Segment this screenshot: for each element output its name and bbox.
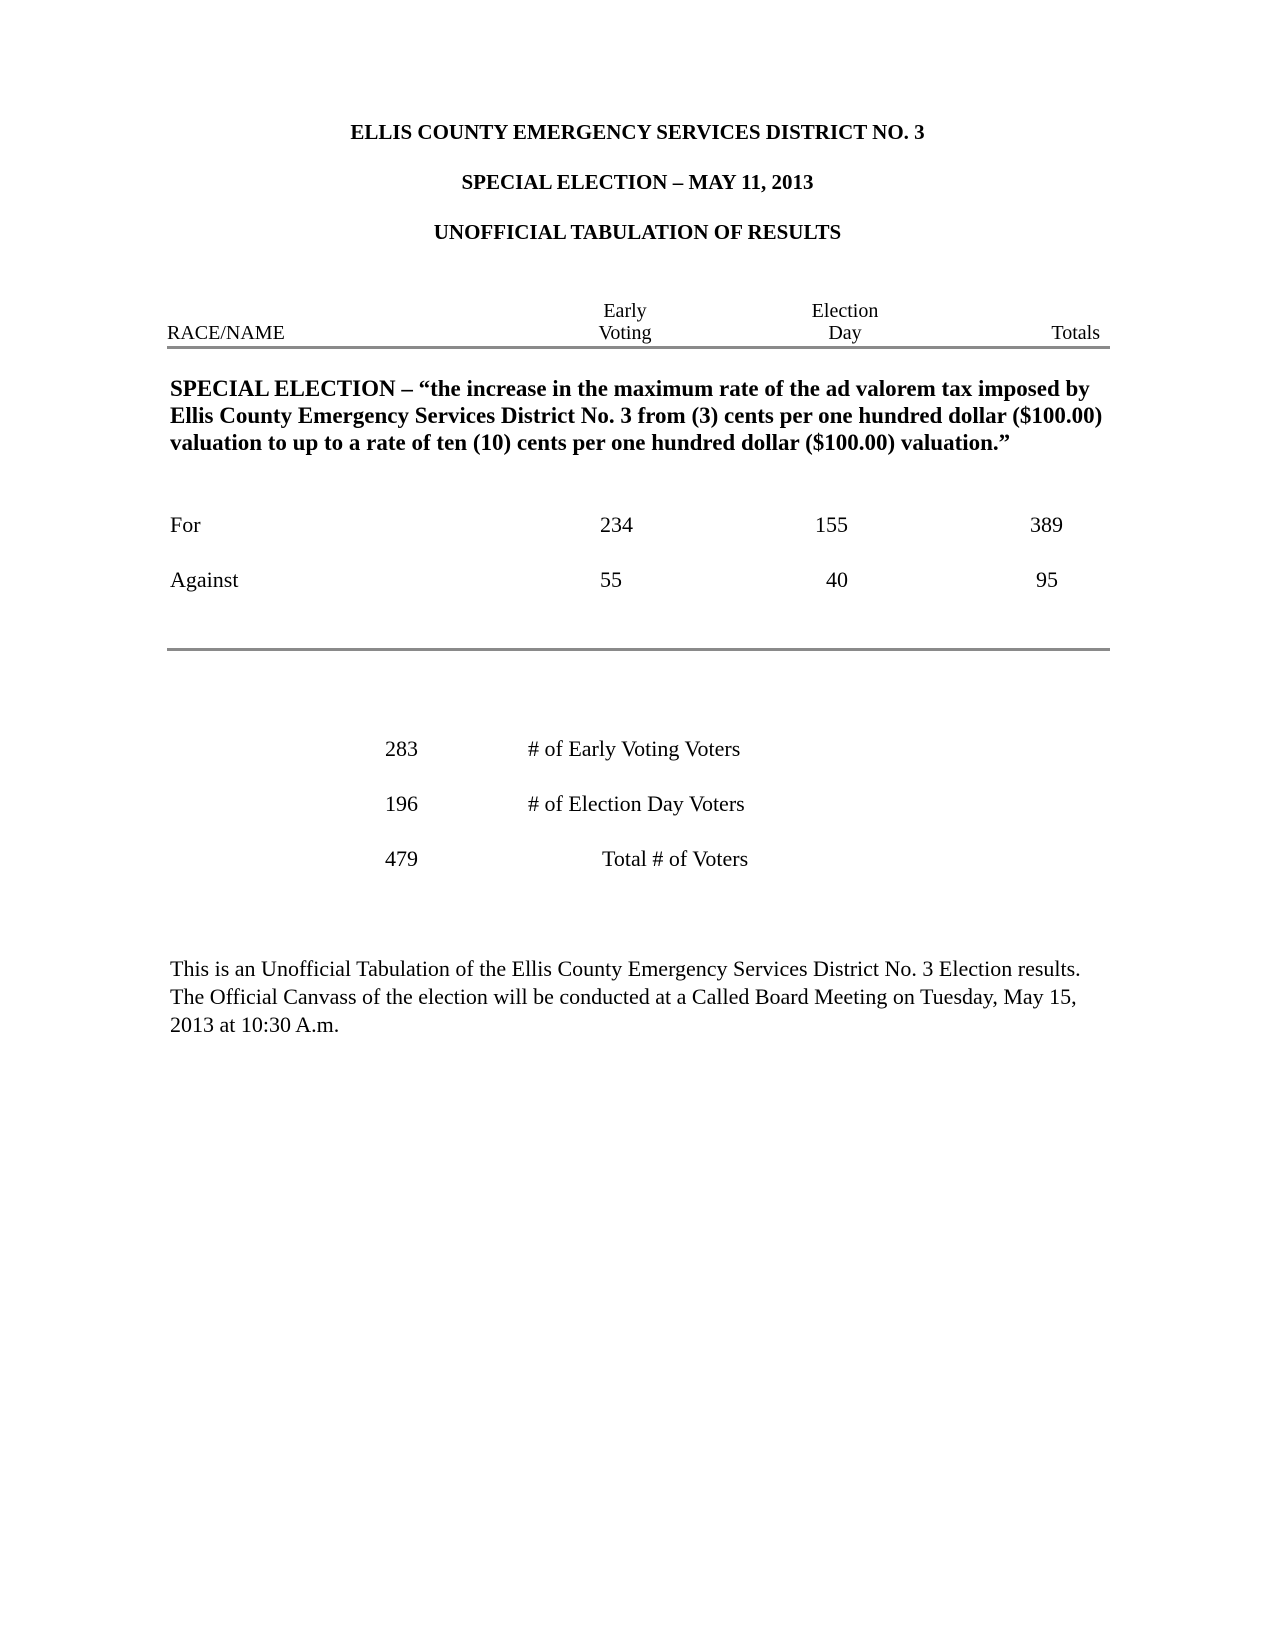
total-voters-label: Total # of Voters [602,846,749,871]
document-title: ELLIS COUNTY EMERGENCY SERVICES DISTRICT NO. 3 [350,120,925,144]
row-against-day: 40 [826,567,848,592]
row-for-total: 389 [1030,512,1063,537]
table-bottom-divider [167,648,1110,651]
total-voters-count: 479 [385,846,418,871]
footnote-paragraph: This is an Unofficial Tabulation of the Ellis County Emergency Services District No. 3 Election results. The Official Canvass of the election will be conducted at a Called Board Meeting on Tuesday, May 15, 2013 at 10:30 A.m. [170,956,1081,1037]
column-header-race: RACE/NAME [167,322,285,344]
column-header-totals: Totals [1051,322,1100,344]
ballot-proposition: SPECIAL ELECTION – “the increase in the maximum rate of the ad valorem tax imposed by Ellis County Emergency Services District No. 3 from (3) cents per one hundred dollar ($100.00) valuation to up to a rate of ten (10) cents per one hundred dollar ($100.00) valuation.” [170,376,1103,455]
document-heading: UNOFFICIAL TABULATION OF RESULTS [433,220,842,244]
row-for-day: 155 [815,512,848,537]
early-voters-label: # of Early Voting Voters [528,736,741,761]
row-for-early: 234 [600,512,633,537]
column-header-early-voting [560,300,690,344]
election-day-voters-count: 196 [385,791,418,816]
column-header-early-line1: Early [603,300,647,322]
column-header-day-line1: Election [811,300,879,322]
early-voters-count: 283 [385,736,418,761]
document-subtitle: SPECIAL ELECTION – MAY 11, 2013 [461,170,814,194]
row-against-early: 55 [600,567,622,592]
column-header-election-day [780,300,910,344]
column-header-early-line2: Voting [598,322,652,344]
row-for-label: For [170,512,201,537]
column-header-day-line2: Day [828,322,862,344]
header-divider [167,346,1110,349]
row-against-total: 95 [1036,567,1058,592]
election-day-voters-label: # of Election Day Voters [528,791,745,816]
row-against-label: Against [170,567,239,592]
